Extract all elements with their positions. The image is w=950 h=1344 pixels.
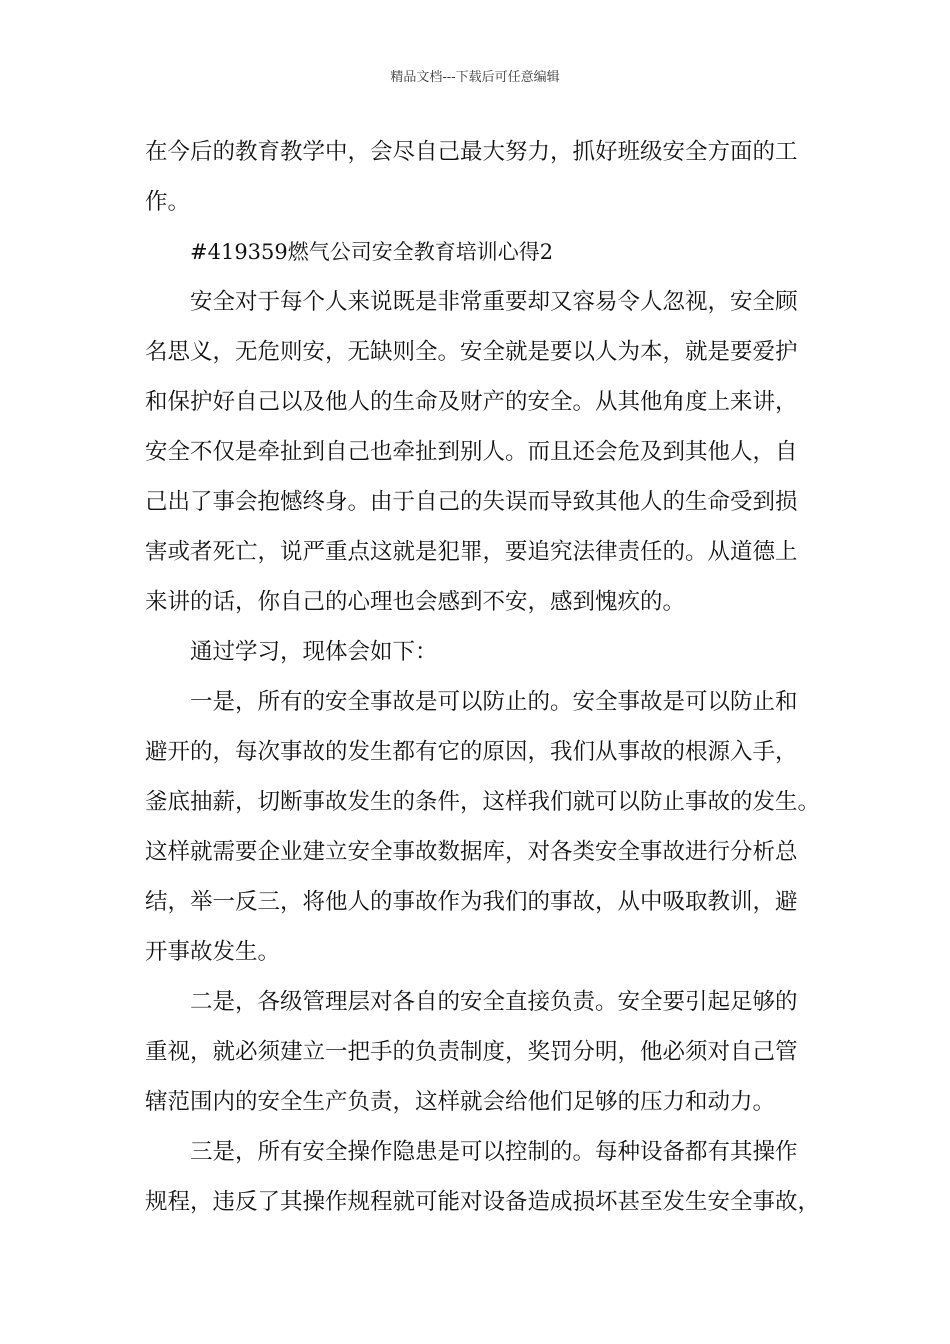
text-line: 在今后的教育教学中，会尽自己最大努力，抓好班级安全方面的工 <box>145 139 798 165</box>
text-line: 这样就需要企业建立安全事故数据库，对各类安全事故进行分析总 <box>145 839 798 865</box>
text-line: 釜底抽薪，切断事故发生的条件，这样我们就可以防止事故的发生。 <box>145 789 821 815</box>
text-line: 辖范围内的安全生产负责，这样就会给他们足够的压力和动力。 <box>145 1089 776 1115</box>
text-line: 害或者死亡，说严重点这就是犯罪，要追究法律责任的。从道德上 <box>145 539 798 565</box>
text-line: 二是，各级管理层对各自的安全直接负责。安全要引起足够的 <box>190 989 798 1015</box>
text-line: 结，举一反三，将他人的事故作为我们的事故，从中吸取教训，避 <box>145 889 798 915</box>
document-body <box>145 134 825 1234</box>
section-heading: #419359燃气公司安全教育培训心得2 <box>190 240 554 264</box>
text-line: 安全对于每个人来说既是非常重要却又容易令人忽视，安全顾 <box>190 289 798 315</box>
text-line: 一是，所有的安全事故是可以防止的。安全事故是可以防止和 <box>190 689 798 715</box>
text-line: 开事故发生。 <box>145 939 281 965</box>
text-line: 重视，就必须建立一把手的负责制度，奖罚分明，他必须对自己管 <box>145 1039 798 1065</box>
text-line: 规程，违反了其操作规程就可能对设备造成损坏甚至发生安全事故， <box>145 1189 821 1215</box>
text-line: 安全不仅是牵扯到自己也牵扯到别人。而且还会危及到其他人，自 <box>145 439 798 465</box>
text-line: 作。 <box>145 189 191 215</box>
text-line: 避开的，每次事故的发生都有它的原因，我们从事故的根源入手， <box>145 739 798 765</box>
text-line: 通过学习，现体会如下： <box>190 639 438 665</box>
text-line: 名思义，无危则安，无缺则全。安全就是要以人为本，就是要爱护 <box>145 339 798 365</box>
text-line: 和保护好自己以及他人的生命及财产的安全。从其他角度上来讲， <box>145 389 798 415</box>
text-line: 来讲的话，你自己的心理也会感到不安，感到愧疚的。 <box>145 589 686 615</box>
page-header: 精品文档---下载后可任意编辑 <box>390 70 560 85</box>
text-line: 三是，所有安全操作隐患是可以控制的。每种设备都有其操作 <box>190 1139 798 1165</box>
text-line: 己出了事会抱憾终身。由于自己的失误而导致其他人的生命受到损 <box>145 489 798 515</box>
